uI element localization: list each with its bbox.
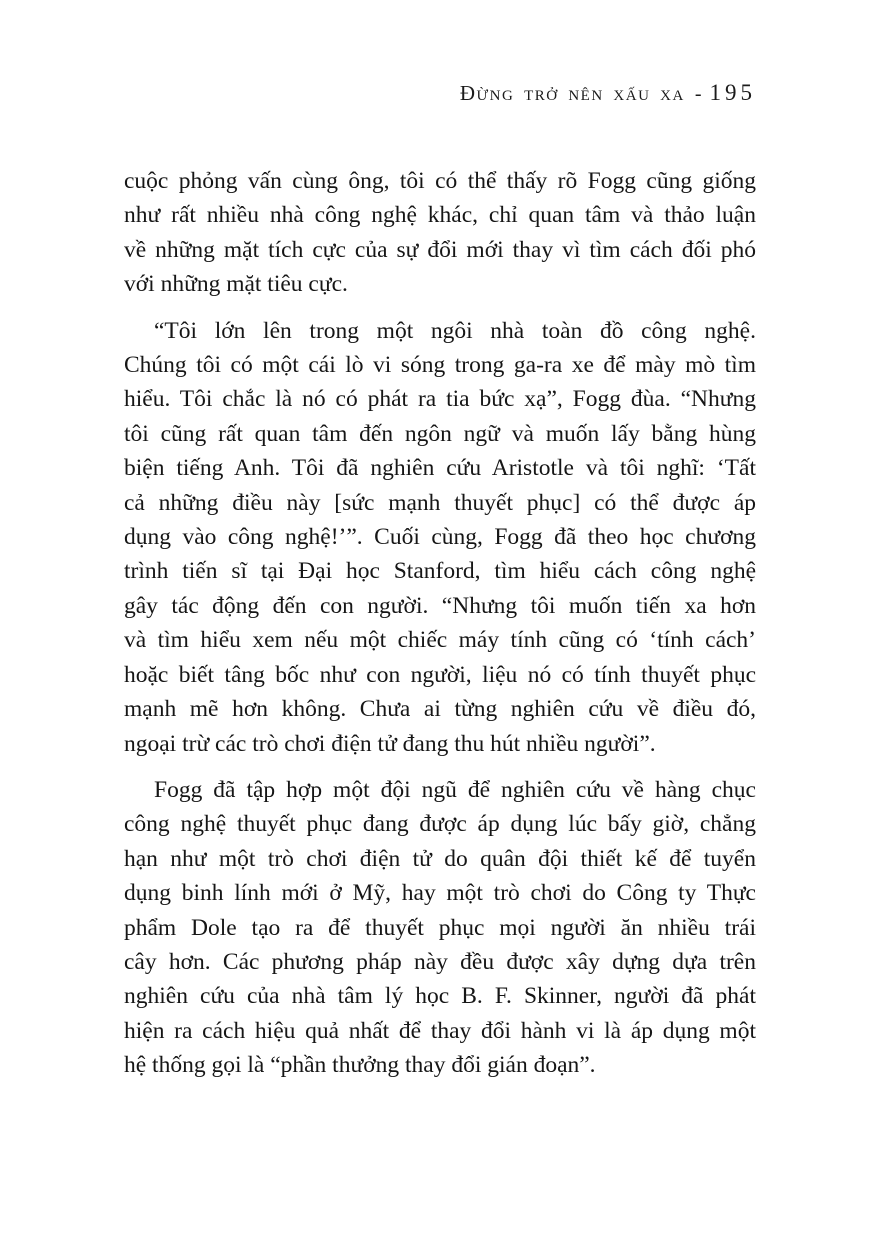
text-line: ngoại trừ các trò chơi điện tử đang thu hút nhiều người”. <box>124 730 656 757</box>
header-separator: - <box>694 83 702 105</box>
text-line: Fogg đã tập hợp một đội ngũ để nghiên cứu về hàng chục <box>154 776 756 803</box>
page-body <box>124 164 756 1095</box>
text-line: hiểu. Tôi chắc là nó có phát ra tia bức xạ”, Fogg đùa. “Nhưng <box>124 386 756 413</box>
text-line: hiện ra cách hiệu quả nhất để thay đổi hành vi là áp dụng một <box>124 1017 756 1044</box>
text-line: hệ thống gọi là “phần thưởng thay đổi gián đoạn”. <box>124 1052 596 1079</box>
text-line: và tìm hiểu xem nếu một chiếc máy tính cũng có ‘tính cách’ <box>124 627 756 654</box>
page-header <box>124 80 756 106</box>
text-line: cả những điều này [sức mạnh thuyết phục] có thể được áp <box>124 489 756 516</box>
text-line: trình tiến sĩ tại Đại học Stanford, tìm hiểu cách công nghệ <box>124 558 756 585</box>
paragraph <box>124 164 756 302</box>
text-line: tôi cũng rất quan tâm đến ngôn ngữ và muốn lấy bằng hùng <box>124 420 756 447</box>
text-line: công nghệ thuyết phục đang được áp dụng lúc bấy giờ, chẳng <box>124 811 756 838</box>
text-line: mạnh mẽ hơn không. Chưa ai từng nghiên cứu về điều đó, <box>124 696 756 723</box>
text-line: hoặc biết tâng bốc như con người, liệu nó có tính thuyết phục <box>124 661 756 688</box>
text-line: dụng binh lính mới ở Mỹ, hay một trò chơi do Công ty Thực <box>124 880 756 907</box>
text-line: nghiên cứu của nhà tâm lý học B. F. Skinner, người đã phát <box>124 983 756 1010</box>
text-line: gây tác động đến con người. “Nhưng tôi muốn tiến xa hơn <box>124 592 756 619</box>
text-line: hạn như một trò chơi điện tử do quân đội thiết kế để tuyển <box>124 845 756 872</box>
text-line: biện tiếng Anh. Tôi đã nghiên cứu Aristotle và tôi nghĩ: ‘Tất <box>124 455 756 482</box>
page-number: 195 <box>709 80 756 105</box>
paragraph <box>124 773 756 1083</box>
text-line: như rất nhiều nhà công nghệ khác, chỉ quan tâm và thảo luận <box>124 202 756 229</box>
text-line: “Tôi lớn lên trong một ngôi nhà toàn đồ công nghệ. <box>154 317 756 344</box>
text-line: cuộc phỏng vấn cùng ông, tôi có thể thấy rõ Fogg cũng giống <box>124 168 756 194</box>
text-line: về những mặt tích cực của sự đổi mới thay vì tìm cách đối phó <box>124 236 756 263</box>
text-line: phẩm Dole tạo ra để thuyết phục mọi người ăn nhiều trái <box>124 914 756 941</box>
text-line: Chúng tôi có một cái lò vi sóng trong ga-ra xe để mày mò tìm <box>124 352 756 379</box>
paragraph <box>124 314 756 761</box>
running-title: Đừng trở nên xấu xa <box>459 81 685 105</box>
text-line: dụng vào công nghệ!’”. Cuối cùng, Fogg đã theo học chương <box>124 524 756 551</box>
text-line: với những mặt tiêu cực. <box>124 271 348 298</box>
text-line: cây hơn. Các phương pháp này đều được xây dựng dựa trên <box>124 948 756 975</box>
